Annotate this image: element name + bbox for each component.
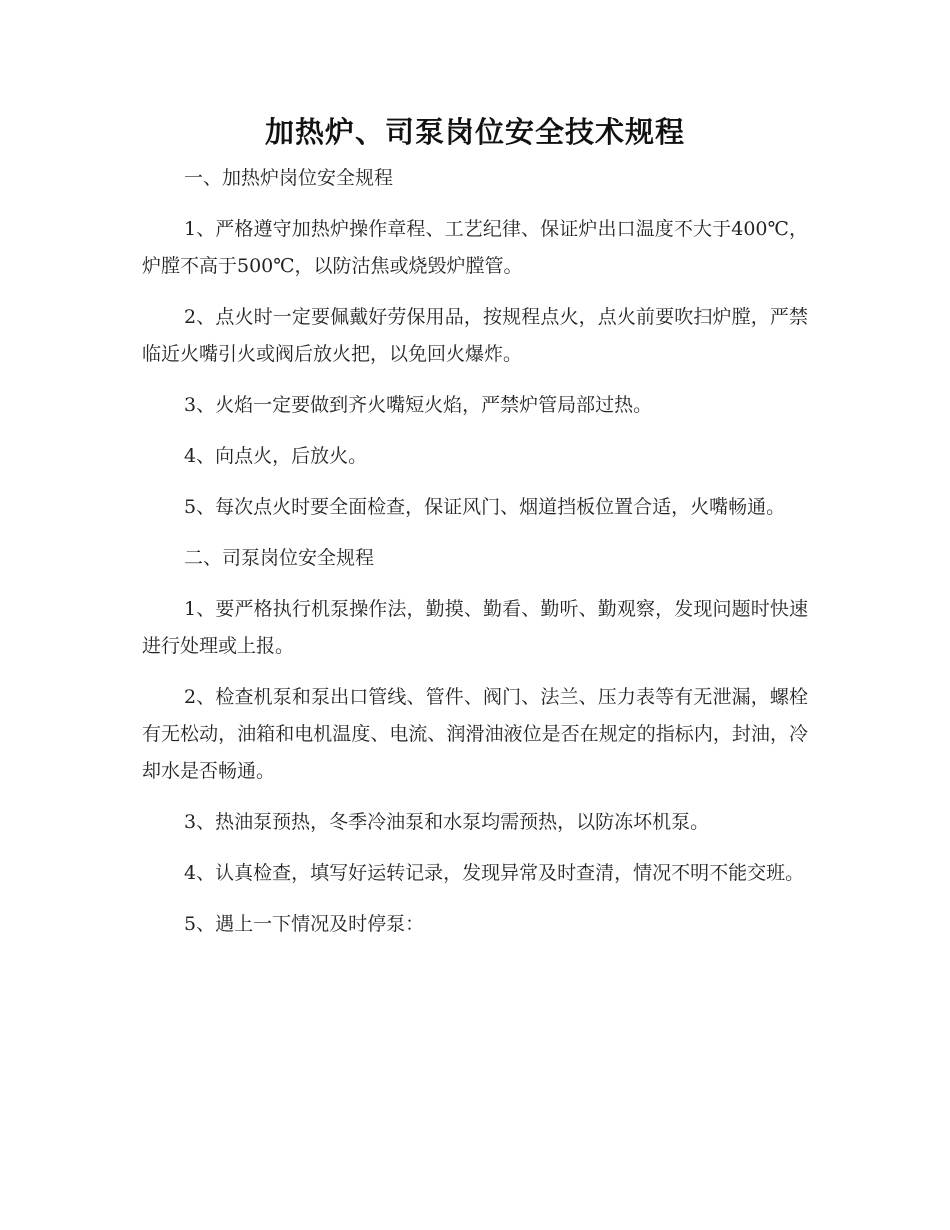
paragraph: 5、每次点火时要全面检查，保证风门、烟道挡板位置合适，火嘴畅通。 [184,496,786,518]
paragraph: 2、检查机泵和泵出口管线、管件、阀门、法兰、压力表等有无泄漏，螺栓有无松动，油箱和电机温度、电流、润滑油液位是否在规定的指标内，封油，冷却水是否畅通。 [142,686,808,782]
paragraph: 1、要严格执行机泵操作法，勤摸、勤看、勤听、勤观察，发现问题时快速进行处理或上报。 [142,598,808,657]
paragraph: 4、向点火，后放火。 [184,445,368,467]
section-heading-pump: 二、司泵岗位安全规程 [184,547,375,569]
document-title: 加热炉、司泵岗位安全技术规程 [264,115,685,149]
paragraph: 2、点火时一定要佩戴好劳保用品，按规程点火，点火前要吹扫炉膛，严禁临近火嘴引火或阀后放火把，以免回火爆炸。 [142,306,808,365]
paragraph: 5、遇上一下情况及时停泵： [184,913,425,935]
paragraph: 3、火焰一定要做到齐火嘴短火焰，严禁炉管局部过热。 [184,394,653,416]
document-body [142,160,808,957]
section-heading-furnace: 一、加热炉岗位安全规程 [184,167,394,189]
paragraph: 1、严格遵守加热炉操作章程、工艺纪律、保证炉出口温度不大于400℃，炉膛不高于500℃，以防沽焦或烧毁炉膛管。 [142,218,808,277]
paragraph: 4、认真检查，填写好运转记录，发现异常及时查清，情况不明不能交班。 [184,862,805,884]
paragraph: 3、热油泵预热，冬季冷油泵和水泵均需预热，以防冻坏机泵。 [184,811,710,833]
